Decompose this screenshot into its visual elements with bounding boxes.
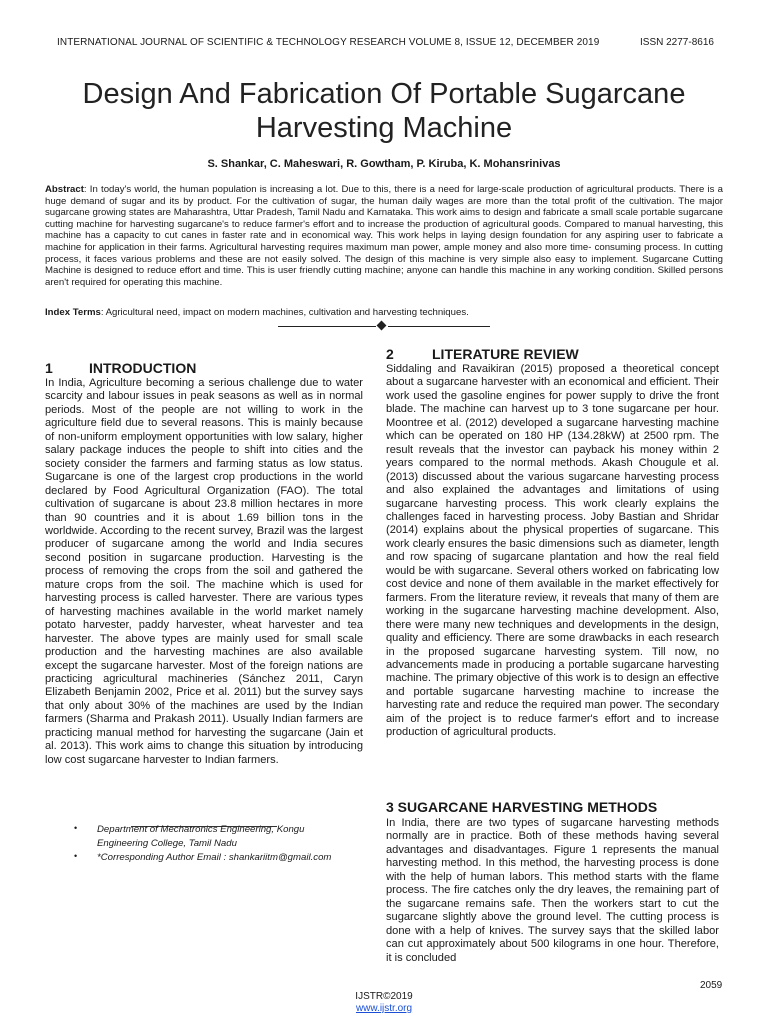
footnote-bullet: • <box>74 851 78 861</box>
methods-body: In India, there are two types of sugarcane harvesting methods normally are in practice. Both of these methods having several advantages and disadvantages. Figure 1 represents the manual harvesting method. In this method, the harvesting process is done with the help of human labors. This method starts with the flame process. The fire catches only the dry leaves, the remaining part of the sugarcane remains safe. Then the workers start to cut the sugarcane slightly above the ground level. The cutting process is done with a help of knives. The survey says that the skilled labor can cut approximately about 500 kilograms in one hour. Therefore, it is concluded <box>386 817 719 964</box>
intro-section-number: 1 <box>45 360 53 376</box>
page-number: 2059 <box>700 980 723 991</box>
section-separator <box>278 320 490 332</box>
separator-diamond <box>377 321 387 331</box>
authors: S. Shankar, C. Maheswari, R. Gowtham, P. Kiruba, K. Mohansrinivas <box>207 158 561 170</box>
footer-website <box>0 1003 768 1014</box>
intro-body: In India, Agriculture becoming a serious challenge due to water scarcity and labour issues in peak seasons as well as in normal periods. Most of the people are not willing to work in the agriculture field due to several reasons. This is mainly because of non-uniform employment opportunities with low salary, higher salary package induces the people to shift into cities and the society consider the farmers and farming status as low status. Sugarcane is one of the largest crop productions in the world declared by Food Agricultural Organization (FAO). The total cultivation of sugarcane is about 23.8 million hectares in more than 90 countries and it is about 1.69 billion tons in the worldwide. According to the recent survey, Brazil was the largest producer of sugarcane among the world and India secures second position in sugarcane production. Harvesting is the process of removing the crops from the soil and gathered the mature crops from the soil. The machine which is used for harvesting process is called harvester. There are various types of harvesting machines available in the world market namely potato harvester, paddy harvester, wheat harvester and tea harvester. The above types are mainly used for small scale production and the harvesting machines are also available except the sugarcane harvester. Most of the foreign nations are practicing agricultural machineries (Sánchez 2011, Caryn Elizabeth Benjamin 2002, Price et al. 2011) but the survey says that only about 30% of the machines are used by the Indian farmers (Sharma and Prakash 2011). Usually Indian farmers are practicing manual method for harvesting the sugarcane (Jain et al. 2013). This work aims to change this situation by introducing low cost sugarcane harvester to Indian farmers. <box>45 377 363 766</box>
paper-title: Design And Fabrication Of Portable Sugarcane Harvesting Machine <box>82 78 686 144</box>
literature-section-number: 2 <box>386 346 394 362</box>
index-terms <box>45 307 723 319</box>
website-link[interactable]: www.ijstr.org <box>355 1003 413 1014</box>
abstract <box>45 184 723 288</box>
separator-line-left <box>278 326 376 327</box>
separator-line-right <box>388 326 490 327</box>
footnote-affiliation: Department of Mechatronics Engineering, Kongu Engineering College, Tamil Nadu <box>97 824 305 849</box>
abstract-label: Abstract <box>45 184 84 195</box>
journal-header: INTERNATIONAL JOURNAL OF SCIENTIFIC & TECHNOLOGY RESEARCH VOLUME 8, ISSUE 12, DECEMBER 2019 <box>57 37 600 48</box>
methods-heading: 3 SUGARCANE HARVESTING METHODS <box>386 799 658 815</box>
footer-copyright: IJSTR©2019 <box>355 991 413 1002</box>
literature-heading: LITERATURE REVIEW <box>432 346 579 362</box>
index-terms-label: Index Terms <box>45 307 101 318</box>
issn: ISSN 2277-8616 <box>640 37 714 48</box>
footnote-bullet: • <box>74 823 78 833</box>
intro-heading: INTRODUCTION <box>89 360 197 376</box>
index-terms-text: : Agricultural need, impact on modern machines, cultivation and harvesting techniques. <box>100 307 469 318</box>
footnote-corresponding-author: *Corresponding Author Email : shankariitm@gmail.com <box>97 852 332 863</box>
abstract-text: : In today's world, the human population is increasing a lot. Due to this, there is a need for large-scale production of agricultural products. There is a huge demand of sugar and its by product. For the cultivation of sugar, the human daily wages are more than the total profit of the cultivation. The major sugarcane growing states are Maharashtra, Uttar Pradesh, Tamil Nadu and Karnataka. This work aims to design and fabricate a small scale portable sugarcane cutting machine for harvesting sugarcane's to reduce farmer's effort and to increase the production of agricultural goods. Compared to manual harvesting, this machine has a capacity to cut canes in faster rate and in economical way. This work helps in laying design foundation for any aspiring user to fabricate a machine for application in their farms. Agricultural harvesting requires maximum man power, ample money and also more time- consuming process. In cutting process, it faces various problems and these are not easily solved. The design of this machine is very simple also easy to implement. Sugarcane Cutting Machine is designed to reduce effort and time. This is user friendly cutting machine; anyone can handle this machine in any working condition. Skilled persons aren't required for operating this machine. <box>45 184 723 288</box>
literature-body: Siddaling and Ravaikiran (2015) proposed a theoretical concept about a sugarcane harvester with an economical and efficient. Their work used the gasoline engines for power supply to drive the front blade. The machine can harvest up to 3 tone sugarcane per hour. Moontree et al. (2012) developed a sugarcane harvesting machine which can be operated on 180 HP (134.28kW) at 2500 rpm. The result reveals that the investor can payback his money within 2 years compared to the normal methods. Akash Chougule et al. (2013) discussed about the various sugarcane harvesting process and also explained the advantages and limitations of using sugarcane harvesting process. This work clearly explains the challenges faced in harvesting process. Joby Bastian and Shridar (2014) explains about the physical properties of sugarcane. This work clearly ensures the basic dimensions such as diameter, length and row spacing of sugarcane plantation and how the real field would be with sugarcane. Several others worked on fabricating low cost device and none of them available in the market effectively for farmers. From the literature review, it reveals that many of them are working in the sugarcane harvesting machine development. Also, there were many new techniques and developments in the design, quality and efficiency. There are some drawbacks in each research in the proposed sugarcane harvesting system. Till now, no advancements made in producing a portable sugarcane harvesting machine. The primary objective of this work is to design an effective and portable sugarcane harvesting machine to increase the harvesting rate and reduce the required man power. The secondary aim of the project is to reduce farmer's effort and to increase production of agricultural products. <box>386 363 719 739</box>
